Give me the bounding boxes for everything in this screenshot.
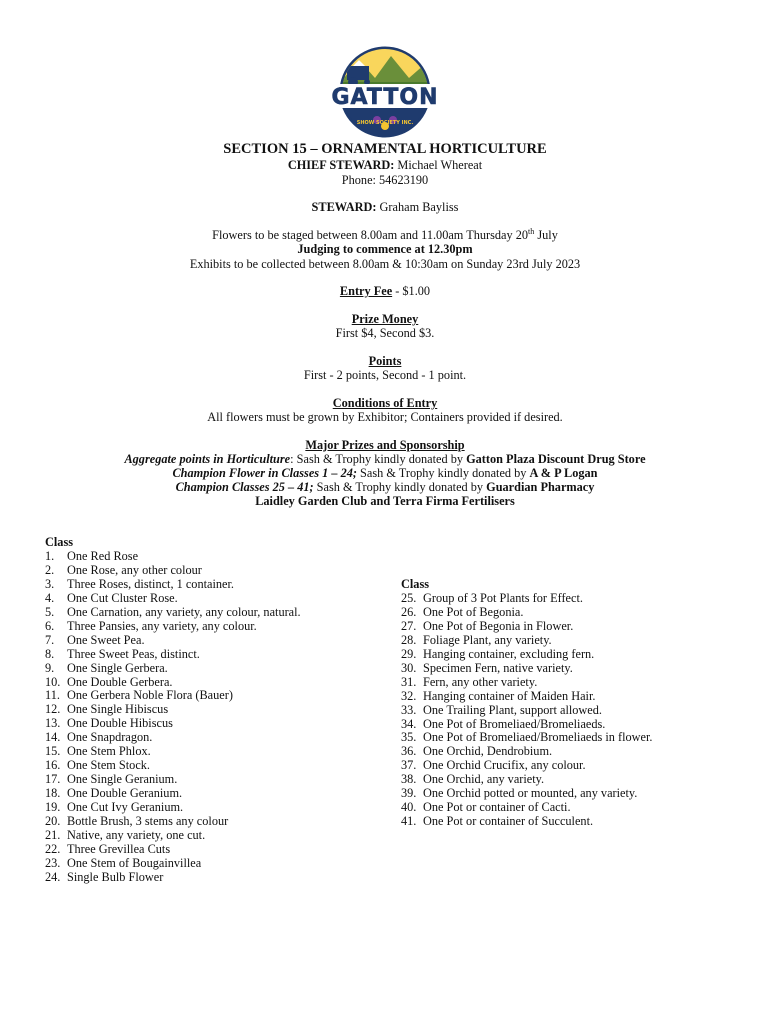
class-item	[45, 759, 301, 773]
phone-line: Phone: 54623190	[341, 173, 429, 187]
sponsorship-line-1	[0, 452, 770, 467]
class-number: 28.	[401, 632, 417, 647]
class-item	[401, 731, 653, 745]
class-item	[45, 606, 301, 620]
class-item	[45, 662, 301, 676]
entry-fee-label: Entry Fee	[339, 284, 393, 298]
sponsorship-line-3	[0, 480, 770, 495]
class-number: 20.	[45, 814, 61, 829]
class-description: One Double Hibiscus	[67, 716, 173, 731]
class-number: 36.	[401, 744, 417, 759]
class-item	[45, 773, 301, 787]
class-number: 16.	[45, 758, 61, 773]
class-number: 12.	[45, 702, 61, 717]
class-description: Bottle Brush, 3 stems any colour	[67, 814, 229, 829]
class-number: 15.	[45, 744, 61, 759]
class-number: 39.	[401, 786, 417, 801]
class-description: One Pot of Begonia.	[423, 604, 524, 619]
sponsorship-heading: Major Prizes and Sponsorship	[305, 438, 465, 452]
logo-wordmark: GATTON	[331, 85, 439, 110]
conditions-text: All flowers must be grown by Exhibitor; Containers provided if desired.	[207, 410, 563, 424]
class-item	[45, 871, 301, 885]
gatton-show-society-logo	[329, 44, 441, 140]
class-number: 19.	[45, 800, 61, 815]
class-description: One Orchid, Dendrobium.	[423, 744, 553, 759]
class-number: 23.	[45, 855, 61, 870]
class-heading-right: Class	[401, 577, 430, 591]
class-item	[45, 857, 301, 871]
sponsor-2-name: A & P Logan	[529, 466, 598, 480]
class-description: One Pot of Begonia in Flower.	[423, 618, 574, 633]
class-description: One Single Gerbera.	[67, 660, 168, 675]
class-item	[45, 703, 301, 717]
prize-money-heading: Prize Money	[351, 312, 419, 326]
class-description: One Stem Phlox.	[67, 744, 151, 759]
steward-name: Graham Bayliss	[379, 200, 459, 214]
class-description: One Single Geranium.	[67, 772, 178, 787]
class-item	[401, 704, 653, 718]
class-description: One Pot or container of Succulent.	[423, 814, 594, 829]
class-number: 17.	[45, 772, 61, 787]
collection-line: Exhibits to be collected between 8.00am & 10:30am on Sunday 23rd July 2023	[189, 257, 581, 271]
class-item	[401, 662, 653, 676]
sponsor-1-name: Gatton Plaza Discount Drug Store	[466, 452, 646, 466]
class-number: 10.	[45, 674, 61, 689]
entry-fee-line	[0, 284, 770, 299]
class-description: One Double Gerbera.	[67, 674, 173, 689]
sponsor-1-category: Aggregate points in Horticulture	[124, 452, 291, 466]
class-number: 35.	[401, 730, 417, 745]
sponsor-3-text: Sash & Trophy kindly donated by	[313, 480, 487, 494]
class-description: Three Sweet Peas, distinct.	[67, 646, 200, 661]
class-number: 29.	[401, 646, 417, 661]
sponsor-3-name: Guardian Pharmacy	[486, 480, 595, 494]
class-number: 33.	[401, 702, 417, 717]
class-number: 21.	[45, 828, 61, 843]
class-description: One Orchid, any variety.	[423, 772, 545, 787]
class-description: Single Bulb Flower	[67, 869, 164, 884]
sponsor-3-category: Champion Classes 25 – 41;	[175, 480, 314, 494]
class-number: 3.	[45, 576, 55, 591]
class-item	[401, 787, 653, 801]
class-number: 6.	[45, 618, 55, 633]
class-number: 41.	[401, 814, 417, 829]
class-item	[45, 648, 301, 662]
class-description: One Trailing Plant, support allowed.	[423, 702, 602, 717]
class-item	[401, 815, 653, 829]
sponsor-1-text: : Sash & Trophy kindly donated by	[290, 452, 467, 466]
entry-fee-value: - $1.00	[392, 284, 431, 298]
class-description: One Snapdragon.	[67, 730, 153, 745]
class-number: 27.	[401, 618, 417, 633]
class-number: 9.	[45, 660, 55, 675]
class-item	[45, 578, 301, 592]
class-description: Hanging container of Maiden Hair.	[423, 688, 596, 703]
sponsor-2-category: Champion Flower in Classes 1 – 24;	[172, 466, 357, 480]
staging-superscript: th	[528, 226, 535, 236]
class-number: 11.	[45, 688, 60, 703]
class-description: One Carnation, any variety, any colour, natural.	[67, 604, 301, 619]
logo-emblem-icon	[329, 44, 441, 140]
class-description: One Double Geranium.	[67, 786, 183, 801]
class-description: Fern, any other variety.	[423, 674, 538, 689]
sponsor-2-text: Sash & Trophy kindly donated by	[356, 466, 530, 480]
class-item	[401, 801, 653, 815]
class-description: One Pot or container of Cacti.	[423, 800, 571, 815]
class-item	[45, 829, 301, 843]
class-item	[45, 731, 301, 745]
class-item	[45, 689, 301, 703]
class-description: Group of 3 Pot Plants for Effect.	[423, 590, 583, 605]
class-number: 26.	[401, 604, 417, 619]
class-item	[45, 564, 301, 578]
points-heading: Points	[368, 354, 402, 368]
class-description: One Single Hibiscus	[67, 702, 169, 717]
class-description: One Pot of Bromeliaed/Bromeliaeds.	[423, 716, 606, 731]
class-number: 7.	[45, 632, 55, 647]
class-item	[401, 592, 653, 606]
class-description: Hanging container, excluding fern.	[423, 646, 595, 661]
class-list-right	[401, 578, 653, 829]
class-item	[401, 690, 653, 704]
class-item	[45, 717, 301, 731]
class-item	[45, 634, 301, 648]
class-number: 2.	[45, 562, 55, 577]
class-item	[45, 550, 301, 564]
class-item	[45, 815, 301, 829]
judging-line: Judging to commence at 12.30pm	[297, 242, 473, 256]
class-number: 34.	[401, 716, 417, 731]
class-item	[401, 676, 653, 690]
class-description: One Orchid potted or mounted, any variety.	[423, 786, 638, 801]
class-item	[401, 773, 653, 787]
sponsorship-line-4: Laidley Garden Club and Terra Firma Fertilisers	[255, 494, 515, 508]
class-number: 38.	[401, 772, 417, 787]
steward-line	[0, 200, 770, 215]
steward-label: STEWARD:	[311, 200, 377, 214]
chief-steward-name: Michael Whereat	[397, 158, 483, 172]
class-item	[45, 676, 301, 690]
class-item	[45, 801, 301, 815]
logo-subtext: SHOW SOCIETY INC.	[356, 120, 414, 126]
class-number: 37.	[401, 758, 417, 773]
points-text: First - 2 points, Second - 1 point.	[303, 368, 467, 382]
class-item	[45, 620, 301, 634]
class-number: 18.	[45, 786, 61, 801]
prize-money-text: First $4, Second $3.	[335, 326, 435, 340]
class-item	[401, 745, 653, 759]
class-number: 30.	[401, 660, 417, 675]
class-item	[401, 634, 653, 648]
class-item	[401, 648, 653, 662]
class-item	[45, 592, 301, 606]
class-item	[45, 843, 301, 857]
class-list-left	[45, 536, 301, 885]
class-description: One Gerbera Noble Flora (Bauer)	[67, 688, 233, 703]
class-number: 25.	[401, 590, 417, 605]
class-item	[401, 759, 653, 773]
class-number: 4.	[45, 590, 55, 605]
class-number: 31.	[401, 674, 417, 689]
class-number: 14.	[45, 730, 61, 745]
class-number: 8.	[45, 646, 55, 661]
class-description: One Sweet Pea.	[67, 632, 145, 647]
class-description: One Stem of Bougainvillea	[67, 855, 202, 870]
class-number: 22.	[45, 841, 61, 856]
section-title: SECTION 15 – ORNAMENTAL HORTICULTURE	[223, 141, 547, 157]
class-number: 13.	[45, 716, 61, 731]
class-description: One Rose, any other colour	[67, 562, 202, 577]
staging-text: Flowers to be staged between 8.00am and 11.00am Thursday 20	[212, 228, 529, 242]
class-description: One Cut Ivy Geranium.	[67, 800, 184, 815]
class-number: 5.	[45, 604, 55, 619]
staging-line	[0, 228, 770, 243]
class-description: Three Roses, distinct, 1 container.	[67, 576, 234, 591]
class-description: One Cut Cluster Rose.	[67, 590, 178, 605]
class-description: One Pot of Bromeliaed/Bromeliaeds in flower.	[423, 730, 653, 745]
sponsorship-line-2	[0, 466, 770, 481]
class-description: Three Grevillea Cuts	[67, 841, 171, 856]
class-description: Foliage Plant, any variety.	[423, 632, 552, 647]
class-description: One Stem Stock.	[67, 758, 150, 773]
class-number: 1.	[45, 548, 55, 563]
class-item	[45, 787, 301, 801]
conditions-heading: Conditions of Entry	[332, 396, 438, 410]
class-number: 40.	[401, 800, 417, 815]
class-number: 24.	[45, 869, 61, 884]
class-description: Specimen Fern, native variety.	[423, 660, 573, 675]
class-item	[401, 718, 653, 732]
staging-month: July	[534, 228, 558, 242]
class-description: One Red Rose	[67, 548, 139, 563]
class-item	[401, 620, 653, 634]
class-description: Three Pansies, any variety, any colour.	[67, 618, 257, 633]
class-item	[45, 745, 301, 759]
class-number: 32.	[401, 688, 417, 703]
class-item	[401, 606, 653, 620]
class-description: One Orchid Crucifix, any colour.	[423, 758, 586, 773]
class-heading-left: Class	[45, 535, 74, 549]
class-description: Native, any variety, one cut.	[67, 828, 206, 843]
chief-steward-label: CHIEF STEWARD:	[287, 158, 395, 172]
chief-steward-line	[0, 158, 770, 173]
